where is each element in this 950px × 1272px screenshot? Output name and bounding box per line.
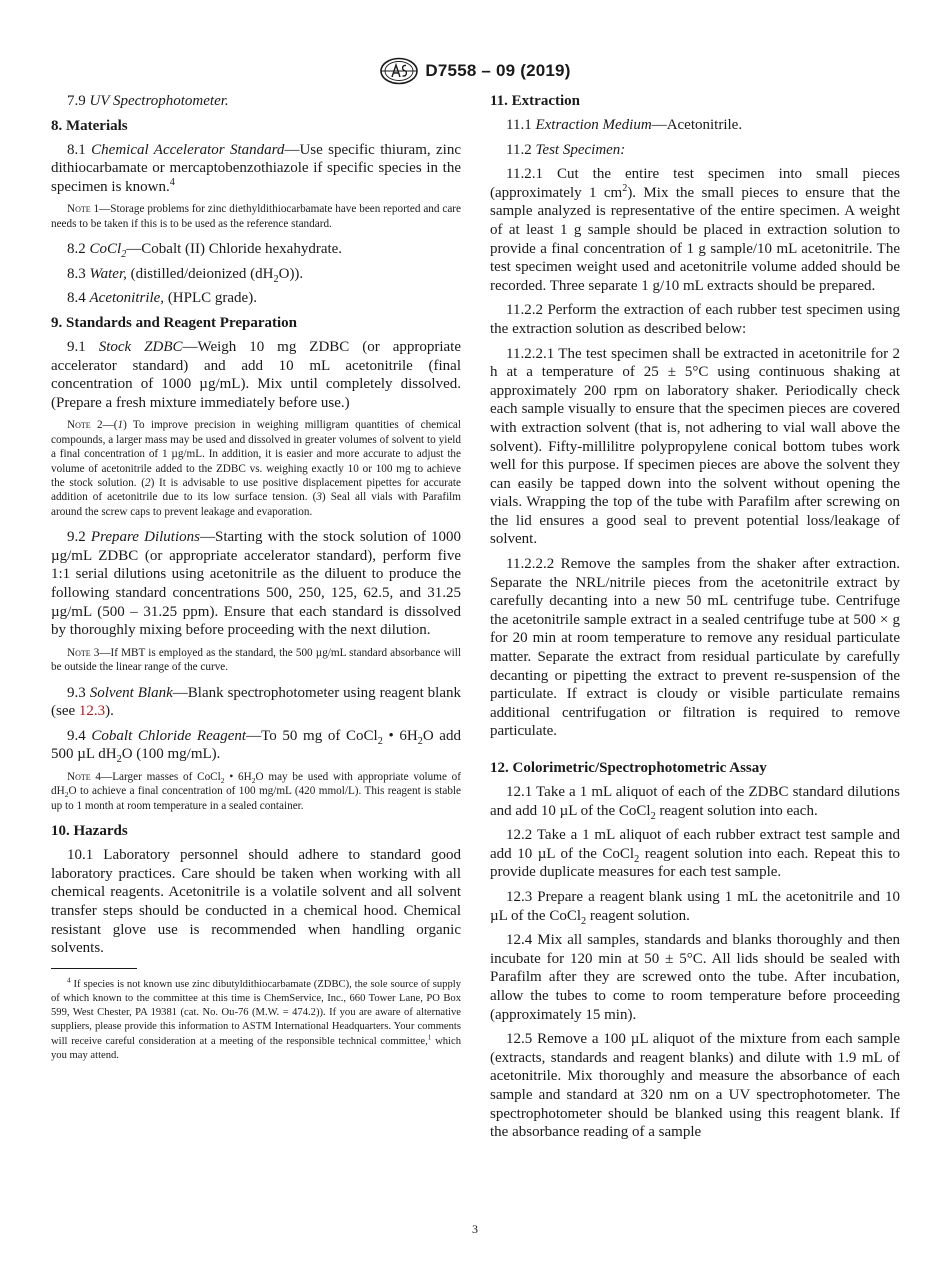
footnote-ref: 4: [169, 176, 175, 188]
footnote-divider: [51, 968, 137, 969]
paragraph-11-2-2-1: 11.2.2.1 The test specimen shall be extracted in acetonitrile for 2 h at a temperature of 25 ± 5°C using continuous shaking at approximately 200 rpm on laboratory shaker. Periodically check each sample visually to ensure that the specimen pieces are covered with extraction solvent (that is, not adhering to vial wall above the solvent). Fifty-millilitre polypropylene conical bottom tubes work well for this purpose. If specimen pieces are above the solvent they can easily be tapped down into the solvent without opening the vials. Wrapping the top of the tube with Parafilm after screwing on the lid ensures a good seal to prevent potential loss/leakage of solvent.: [490, 345, 900, 548]
left-column: [51, 92, 461, 1063]
paragraph-8-4: 8.4 Acetonitrile, (HPLC grade).: [67, 290, 257, 307]
section-10-heading: 10. Hazards: [51, 823, 128, 840]
footnote-4: $^4$ If species is not known use zinc dibutyldithiocarbamate (ZDBC), the sole source of supply of which known to the committee at this time is ChemService, Inc., 660 Tower Lane, PO Box 599, West Chester, PA 19381 (cat. No. Ou-76 (M.W. = 474.2)). If you are aware of alternative suppliers, please provide this information to ASTM International Headquarters. Your comments will receive careful consideration at a meeting of the responsible technical committee,$^1$ which you may attend.: [51, 976, 461, 1061]
section-9-heading: 9. Standards and Reagent Preparation: [51, 314, 297, 331]
paragraph-11-2-1: 11.2.1 Cut the entire test specimen into small pieces (approximately 1 $cm^2$). Mix the small pieces to ensure that the sample analyzed is representative of the entire specimen. A weight of at least 1 g sample should be placed in extraction solution to provide a final concentration of 1 g sample/10 mL acetonitrile. The test specimen weight used and acetonitrile volume added should be recorded. Three separate 1 g/10 mL extracts should be prepared.: [490, 166, 900, 294]
section-12-heading: 12. Colorimetric/Spectrophotometric Assay: [490, 760, 767, 776]
note-4: Note 4—Larger masses of CoCl$_2$ • $6H_2O$ may be used with appropriate volume of $dH_2O$ to achieve a final concentration of 100 mg/mL (420 mmol/L). This reagent is stable up to 1 month at room temperature in a sealed container.: [51, 770, 462, 812]
paragraph-8-1: 8.1 Chemical Accelerator Standard—Use specific thiuram, zinc dithiocarbamate or mercaptobenzothiazole if specific species in the specimen is known.$^4$: [51, 141, 462, 195]
section-11-heading: 11. Extraction: [490, 93, 580, 109]
paragraph-10-1: 10.1 Laboratory personnel should adhere to standard good laboratory practices. Care should be taken when working with all chemical reagents. Acetonitrile is a volatile solvent and all solvent transfer steps should be conducted in a chemical hood. Chemical resistant glove use is recommended when handling organic solvents.: [51, 847, 461, 957]
note-1: Note 1—Storage problems for zinc diethyldithiocarbamate have been reported and care needs to be taken if this is to be used as the reference standard.: [51, 203, 461, 230]
paragraph-11-1: 11.1 Extraction Medium—Acetonitrile.: [506, 117, 743, 133]
paragraph-9-4: 9.4 Cobalt Chloride Reagent—To 50 mg of CoCl$_2$ • $6H_2O$ add 500 µL $dH_2O$ (100 mg/mL).: [51, 727, 461, 766]
paragraph-9-1: 9.1 Stock ZDBC—Weigh 10 mg ZDBC (or appropriate accelerator standard) and add 10 mL acetonitrile (final concentration of 1000 µg/mL). Mix until completely dissolved. (Prepare a fresh mixture immediately before use.): [51, 338, 461, 411]
paragraph-11-2-2-2: 11.2.2.2 Remove the samples from the shaker after extraction. Separate the NRL/nitrile pieces from the acetonitrile extract by carefully decanting into a new 50 mL centrifuge tube. Centrifuge the acetonitrile sample extract in a sealed centrifuge tube at 500 × g for 20 min at room temperature to remove any residual particulate matter. Separate the extract from residual particulate by carefully decanting or pipetting the extract to prevent re-suspension of the particulate. If extract is cloudy or visible particulate remains additional centrifugation or filtration is required to remove particulate.: [490, 556, 900, 740]
note-3: Note 3—If MBT is employed as the standard, the 500 µg/mL standard absorbance will be outside the linear range of the curve.: [51, 646, 461, 674]
paragraph-8-2: 8.2 CoCl$_2$—Cobalt (II) Chloride hexahydrate.: [67, 241, 343, 261]
section-link-12-3[interactable]: 12.3: [78, 703, 106, 720]
right-column: [490, 92, 900, 1148]
paragraph-11-2: 11.2 Test Specimen:: [506, 141, 626, 158]
page-header: [0, 56, 950, 86]
paragraph-12-2: 12.2 Take a 1 mL aliquot of each rubber extract test sample and add 10 µL of the CoCl$_2$ reagent solution into each. Repeat this to provide duplicate measures for each test sample.: [490, 827, 900, 881]
section-8-heading: 8. Materials: [51, 117, 128, 134]
paragraph-12-4: 12.4 Mix all samples, standards and blanks thoroughly and then incubate for 120 min at 50 ± 5°C. All lids should be sealed with Parafilm after they are screwed onto the tube. After incubation, allow the tubes to come to room temperature before proceeding (approximately 15 min).: [490, 932, 900, 1023]
paragraph-8-3: 8.3 Water, (distilled/deionized $(dH_2O)$).: [67, 265, 304, 285]
paragraph-11-2-2: 11.2.2 Perform the extraction of each rubber test specimen using the extraction solution as described below:: [490, 302, 900, 337]
paragraph-9-3: 9.3 Solvent Blank—Blank spectrophotometer using reagent blank (see 12.3).: [51, 684, 462, 720]
paragraph-12-5: 12.5 Remove a 100 µL aliquot of the mixture from each sample (extracts, standards and reagent blanks) and dilute with 1.9 mL of acetonitrile. Mix thoroughly and measure the absorbance of each sample and standard at 320 nm on a UV spectrophotometer. The spectrophotometer should be blanked using this reagent blank. If the absorbance reading of a sample: [490, 1031, 900, 1141]
astm-logo-icon: [379, 57, 419, 85]
document-id: D7558 – 09 (2019): [425, 61, 571, 80]
paragraph-12-3: 12.3 Prepare a reagent blank using 1 mL the acetonitrile and 10 µL of the CoCl$_2$ reagent solution.: [490, 888, 900, 927]
paragraph-9-2: 9.2 Prepare Dilutions—Starting with the stock solution of 1000 µg/mL ZDBC (or appropriate accelerator standard), perform five 1:1 serial dilutions using acetonitrile as the diluent to produce the following standard concentrations 500, 250, 125, 62.5, and 31.25 µg/mL (500 – 31.25 ppm). Ensure that each standard is dissolved by thoroughly mixing before proceeding with the next dilution.: [51, 529, 461, 639]
paragraph-7-9: 7.9 UV Spectrophotometer.: [67, 93, 229, 109]
paragraph-12-1: 12.1 Take a 1 mL aliquot of each of the ZDBC standard dilutions and add 10 µL of the CoCl$_2$ reagent solution into each.: [490, 784, 900, 822]
note-2: Note 2—(1) To improve precision in weighing milligram quantities of chemical compounds, a larger mass may be used and dissolved in greater volumes of solvent to yield a final concentration of 1 µg/mL. In addition, it is easier and more accurate to adjust the volume of acetonitrile added to the ZDBC vs. weighing exactly 10 or 100 mg to achieve the stock solution. (2) It is advisable to use positive displacement pipettes for accurate addition of acetonitrile due to its low surface tension. (3) Seal all vials with Parafilm around the screw caps to prevent leakage and evaporation.: [51, 419, 462, 518]
page-number: 3: [472, 1222, 478, 1236]
